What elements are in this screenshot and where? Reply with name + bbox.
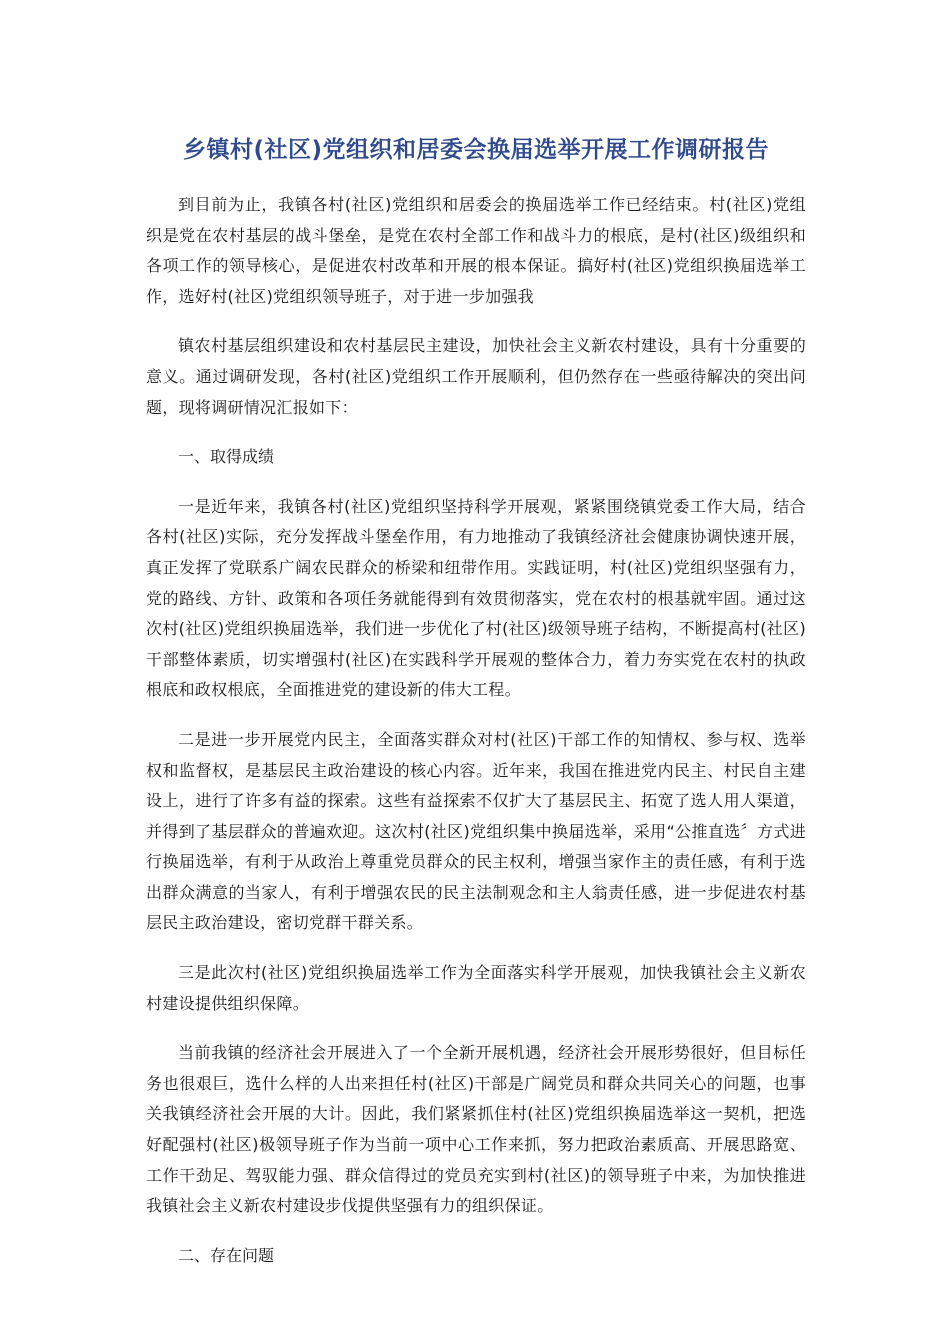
paragraph-achievement-3: 三是此次村(社区)党组织换届选举工作为全面落实科学开展观，加快我镇社会主义新农村建设提供组织保障。	[146, 963, 806, 1013]
paragraph-achievement-2: 二是进一步开展党内民主，全面落实群众对村(社区)干部工作的知情权、参与权、选举权和监督权，是基层民主政治建设的核心内容。近年来，我国在推进党内民主、村民自主建设上，进行了许多有益的探索。这些有益探索不仅扩大了基层民主、拓宽了选人用人渠道，并得到了基层群众的普遍欢迎。这次村(社区)党组织集中换届选举，采用“公推直选〞方式进行换届选举，有利于从政治上尊重党员群众的民主权利，增强当家作主的责任感，有利于选出群众满意的当家人，有利于增强农民的民主法制观念和主人翁责任感，进一步促进农村基层民主政治建设，密切党群干群关系。	[146, 729, 806, 933]
paragraph-achievement-1: 一是近年来，我镇各村(社区)党组织坚持科学开展观，紧紧围绕镇党委工作大局，结合各村(社区)实际，充分发挥战斗堡垒作用，有力地推动了我镇经济社会健康协调快速开展，真正发挥了党联系广阔农民群众的桥梁和纽带作用。实践证明，村(社区)党组织坚强有力，党的路线、方针、政策和各项任务就能得到有效贯彻落实，党在农村的根基就牢固。通过这次村(社区)党组织换届选举，我们进一步优化了村(社区)级领导班子结构，不断提高村(社区)干部整体素质，切实增强村(社区)在实践科学开展观的整体合力，着力夯实党在农村的执政根底和政权根底，全面推进党的建设新的伟大工程。	[146, 496, 806, 700]
document-title: 乡镇村(社区)党组织和居委会换届选举开展工作调研报告	[182, 137, 770, 163]
section-heading-achievements: 一、取得成绩	[178, 447, 275, 467]
document-page	[146, 128, 806, 1290]
section-heading-problems: 二、存在问题	[178, 1245, 275, 1265]
paragraph-intro-1: 到目前为止，我镇各村(社区)党组织和居委会的换届选举工作已经结束。村(社区)党组织是党在农村基层的战斗堡垒，是党在农村全部工作和战斗力的根底，是村(社区)级组织和各项工作的领导核心，是促进农村改革和开展的根本保证。搞好村(社区)党组织换届选举工作，选好村(社区)党组织领导班子，对于进一步加强我	[146, 195, 806, 306]
paragraph-current-situation: 当前我镇的经济社会开展进入了一个全新开展机遇，经济社会开展形势很好，但目标任务也很艰巨，选什么样的人出来担任村(社区)干部是广阔党员和群众共同关心的问题，也事关我镇经济社会开展的大计。因此，我们紧紧抓住村(社区)党组织换届选举这一契机，把选好配强村(社区)极领导班子作为当前一项中心工作来抓，努力把政治素质高、开展思路宽、工作干劲足、驾驭能力强、群众信得过的党员充实到村(社区)的领导班子中来，为加快推进我镇社会主义新农村建设步伐提供坚强有力的组织保证。	[146, 1043, 806, 1216]
paragraph-intro-2: 镇农村基层组织建设和农村基层民主建设，加快社会主义新农村建设，具有十分重要的意义。通过调研发现，各村(社区)党组织工作开展顺利，但仍然存在一些亟待解决的突出问题，现将调研情况汇报如下：	[146, 336, 806, 417]
